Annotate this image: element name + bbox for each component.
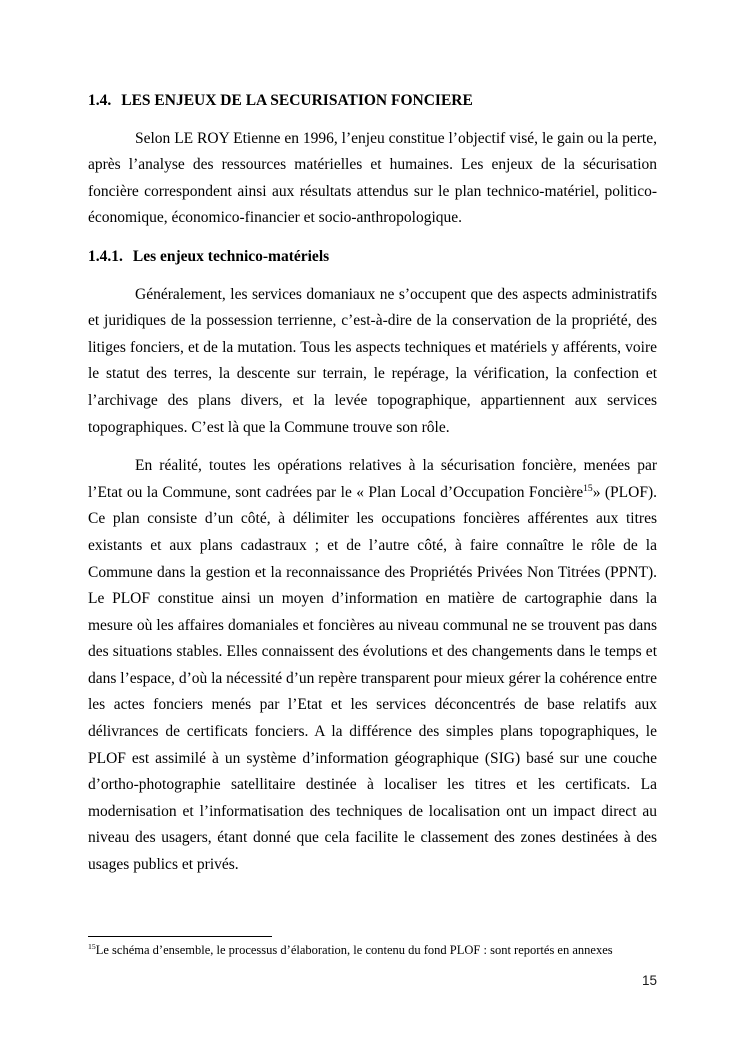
section-heading [88,88,657,115]
footnote [88,942,657,958]
section-title: LES ENJEUX DE LA SECURISATION FONCIERE [121,92,473,109]
footnote-separator [88,936,272,937]
paragraph-plof-part1: En réalité, toutes les opérations relatives à la sécurisation foncière, menées par l’Etat ou la Commune, sont cadrées par le « Plan Local d’Occupation Foncière [88,457,657,501]
subsection-heading [88,244,657,271]
footnote-number: 15 [88,941,96,951]
paragraph-technico: Généralement, les services domaniaux ne s’occupent que des aspects administratifs et juridiques de la possession terrienne, c’est-à-dire de la conservation de la propriété, des litiges fonciers, et de la mutation. Tous les aspects techniques et matériels y afférents, voire le statut des terres, la descente sur terrain, le repérage, la vérification, la confection et l’archivage des plans divers, et la levée topographique, appartiennent aux services topographiques. C’est là que la Commune trouve son rôle. [88,285,657,436]
subsection-title: Les enjeux technico-matériels [132,247,330,265]
footnote-text: Le schéma d’ensemble, le processus d’élaboration, le contenu du fond PLOF : sont reportés en annexes [95,943,613,957]
subsection-number: 1.4.1. [88,247,123,265]
footnote-area [88,936,657,958]
section-number: 1.4. [88,92,112,109]
footnote-reference: 15 [583,482,593,494]
paragraph-plof [88,453,657,879]
paragraph-intro: Selon LE ROY Etienne en 1996, l’enjeu constitue l’objectif visé, le gain ou la perte, après l’analyse des ressources matérielles et humaines. Les enjeux de la sécurisation foncière correspondent ainsi aux résultats attendus sur le plan technico-matériel, politico-économique, économico-financier et socio-anthropologique. [88,129,657,227]
paragraph-plof-part2: » (PLOF). Ce plan consiste d’un côté, à délimiter les occupations foncières afférentes aux titres existants et aux plans cadastraux ; et de l’autre côté, à faire connaître le rôle de la Commune dans la gestion et la reconnaissance des Propriétés Privées Non Titrées (PPNT). Le PLOF constitue ainsi un moyen d’information en matière de cartographie dans la mesure où les affaires domaniales et foncières au niveau communal ne se trouvent pas dans des situations stables. Elles connaissent des évolutions et des changements dans le temps et dans l’espace, d’où la nécessité d’un repère transparent pour mieux gérer la cohérence entre les actes fonciers menés par l’Etat et les services déconcentrés de base relatifs aux délivrances de certificats fonciers. A la différence des simples plans topographiques, le PLOF est assimilé à un système d’information géographique (SIG) basé sur une couche d’ortho-photographie satellitaire destinée à localiser les titres et les certificats. La modernisation et l’informatisation des techniques de localisation ont un impact direct au niveau des usagers, étant donné que cela facilite le classement des zones destinées à des usages publics et privés. [88,483,657,874]
page-number: 15 [641,973,657,988]
